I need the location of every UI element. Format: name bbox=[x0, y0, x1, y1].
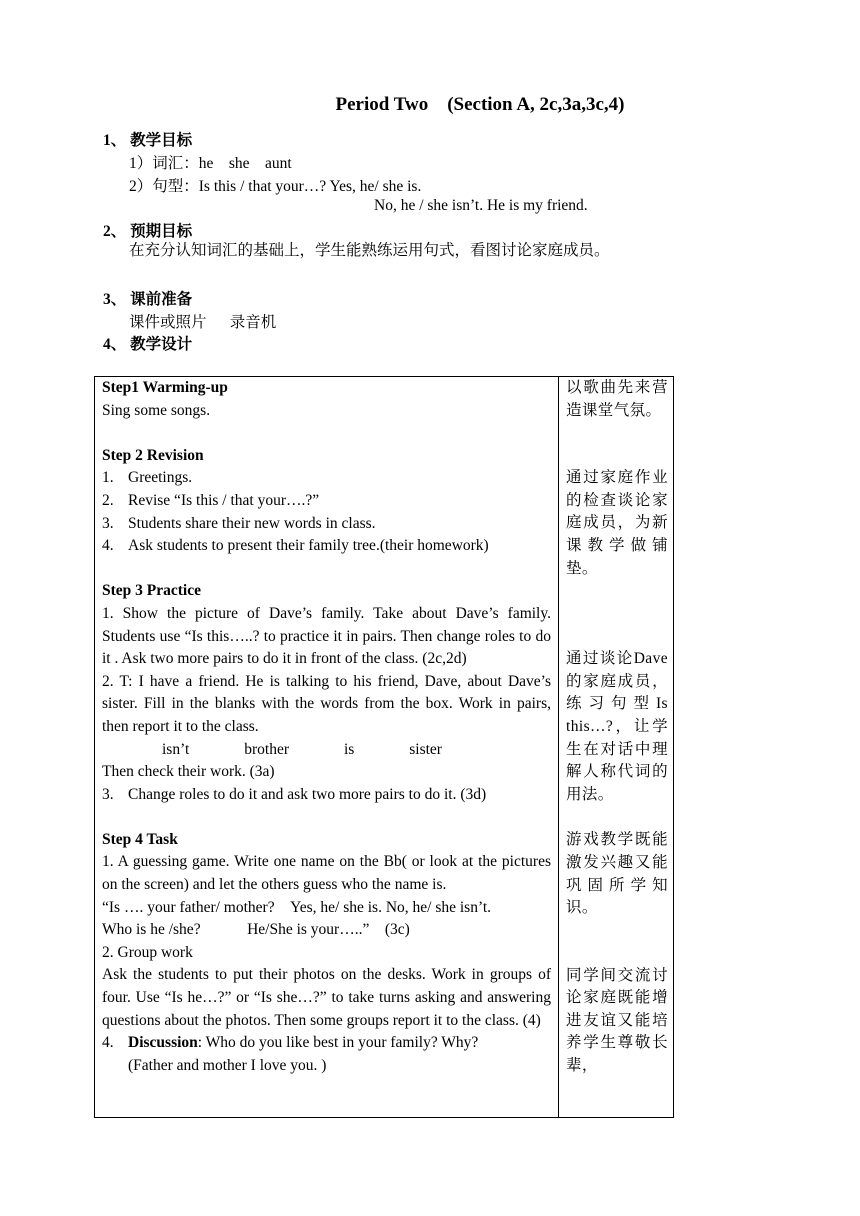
step4-dialogue-2: Who is he /she? He/She is your…..” (3c) bbox=[102, 921, 410, 939]
sentence-pattern-line-2: No, he / she isn’t. He is my friend. bbox=[374, 197, 588, 214]
step4-dialogue-1: “Is …. your father/ mother? Yes, he/ she is. No, he/ she isn’t. bbox=[102, 898, 492, 916]
list-item-continuation: (Father and mother I love you. ) bbox=[128, 1056, 327, 1074]
list-item: 3. Students share their new words in class. bbox=[102, 514, 376, 532]
list-item: 3. Change roles to do it and ask two more pairs to do it. (3d) bbox=[102, 785, 487, 803]
note-warming-up: 以歌曲先来营造课堂气氛。 bbox=[566, 379, 668, 419]
word-box-item: brother bbox=[244, 740, 289, 758]
step2-title: Step 2 Revision bbox=[102, 446, 204, 464]
note-practice: 通过谈论Dave的家庭成员，练习句型Is this…?，让学生在对话中理解人称代词的用法。 bbox=[566, 650, 668, 803]
column-divider bbox=[558, 377, 559, 1117]
note-group-work: 同学间交流讨论家庭既能增进友谊又能培养学生尊敬长辈， bbox=[566, 966, 668, 1075]
word-box-item: sister bbox=[409, 740, 442, 758]
list-item: 4. Discussion: Who do you like best in your family? Why? bbox=[102, 1034, 479, 1052]
page-title: Period Two (Section A, 2c,3a,3c,4) bbox=[335, 94, 625, 115]
expected-goals-text: 在充分认知词汇的基础上，学生能熟练运用句式，看图讨论家庭成员。 bbox=[129, 242, 610, 259]
word-box-item: isn’t bbox=[162, 740, 190, 758]
step3-paragraph-1: 1. Show the picture of Dave’s family. Take about Dave’s family. Students use “Is this…..? to practice it in pairs. Then change roles to do it . Ask two more pairs to do it in front of the class. (2c,2d) bbox=[102, 604, 551, 668]
step4-title: Step 4 Task bbox=[102, 830, 178, 848]
section-heading-teaching-design: 4、 教学设计 bbox=[103, 336, 193, 353]
step4-paragraph-1: 1. A guessing game. Write one name on the Bb( or look at the pictures on the screen) and let the others guess who the name is. bbox=[102, 853, 551, 894]
note-task: 游戏教学既能激发兴趣又能巩固所学知识。 bbox=[566, 831, 668, 917]
list-item: 1. Greetings. bbox=[102, 469, 193, 487]
preparation-text: 课件或照片 录音机 bbox=[129, 314, 277, 331]
word-box bbox=[102, 739, 442, 762]
note-revision: 通过家庭作业的检查谈论家庭成员，为新课教学做铺垫。 bbox=[566, 469, 668, 577]
procedure-column bbox=[102, 377, 551, 1077]
step1-title: Step1 Warming-up bbox=[102, 379, 228, 396]
sentence-pattern-line: 2）句型：Is this / that your…? Yes, he/ she is. bbox=[129, 178, 422, 195]
step4-group-work: 2. Group work bbox=[102, 943, 193, 961]
step3-title: Step 3 Practice bbox=[102, 582, 201, 600]
step3-check: Then check their work. (3a) bbox=[102, 763, 275, 781]
notes-column bbox=[566, 377, 668, 1078]
step3-paragraph-2: 2. T: I have a friend. He is talking to his friend, Dave, about Dave’s sister. Fill in the blanks with the words from the box. Work in pairs, then report it to the class. bbox=[102, 672, 551, 735]
section-heading-expected-goals: 2、 预期目标 bbox=[103, 223, 193, 240]
list-item: 2. Revise “Is this / that your….?” bbox=[102, 491, 320, 509]
section-heading-preparation: 3、 课前准备 bbox=[103, 291, 193, 308]
section-heading-objectives: 1、 教学目标 bbox=[103, 132, 193, 149]
list-item: 4. Ask students to present their family tree.(their homework) bbox=[102, 537, 489, 555]
vocabulary-line: 1）词汇：he she aunt bbox=[129, 155, 292, 172]
lesson-plan-table bbox=[94, 376, 674, 1118]
step1-text: Sing some songs. bbox=[102, 401, 211, 419]
word-box-item: is bbox=[343, 740, 355, 758]
step4-paragraph-2: Ask the students to put their photos on the desks. Work in groups of four. Use “Is he…?” or “Is she…?” to take turns asking and answering questions about the photos. Then some groups report it to the class. (4) bbox=[102, 966, 551, 1029]
discussion-label: Discussion bbox=[128, 1034, 198, 1052]
